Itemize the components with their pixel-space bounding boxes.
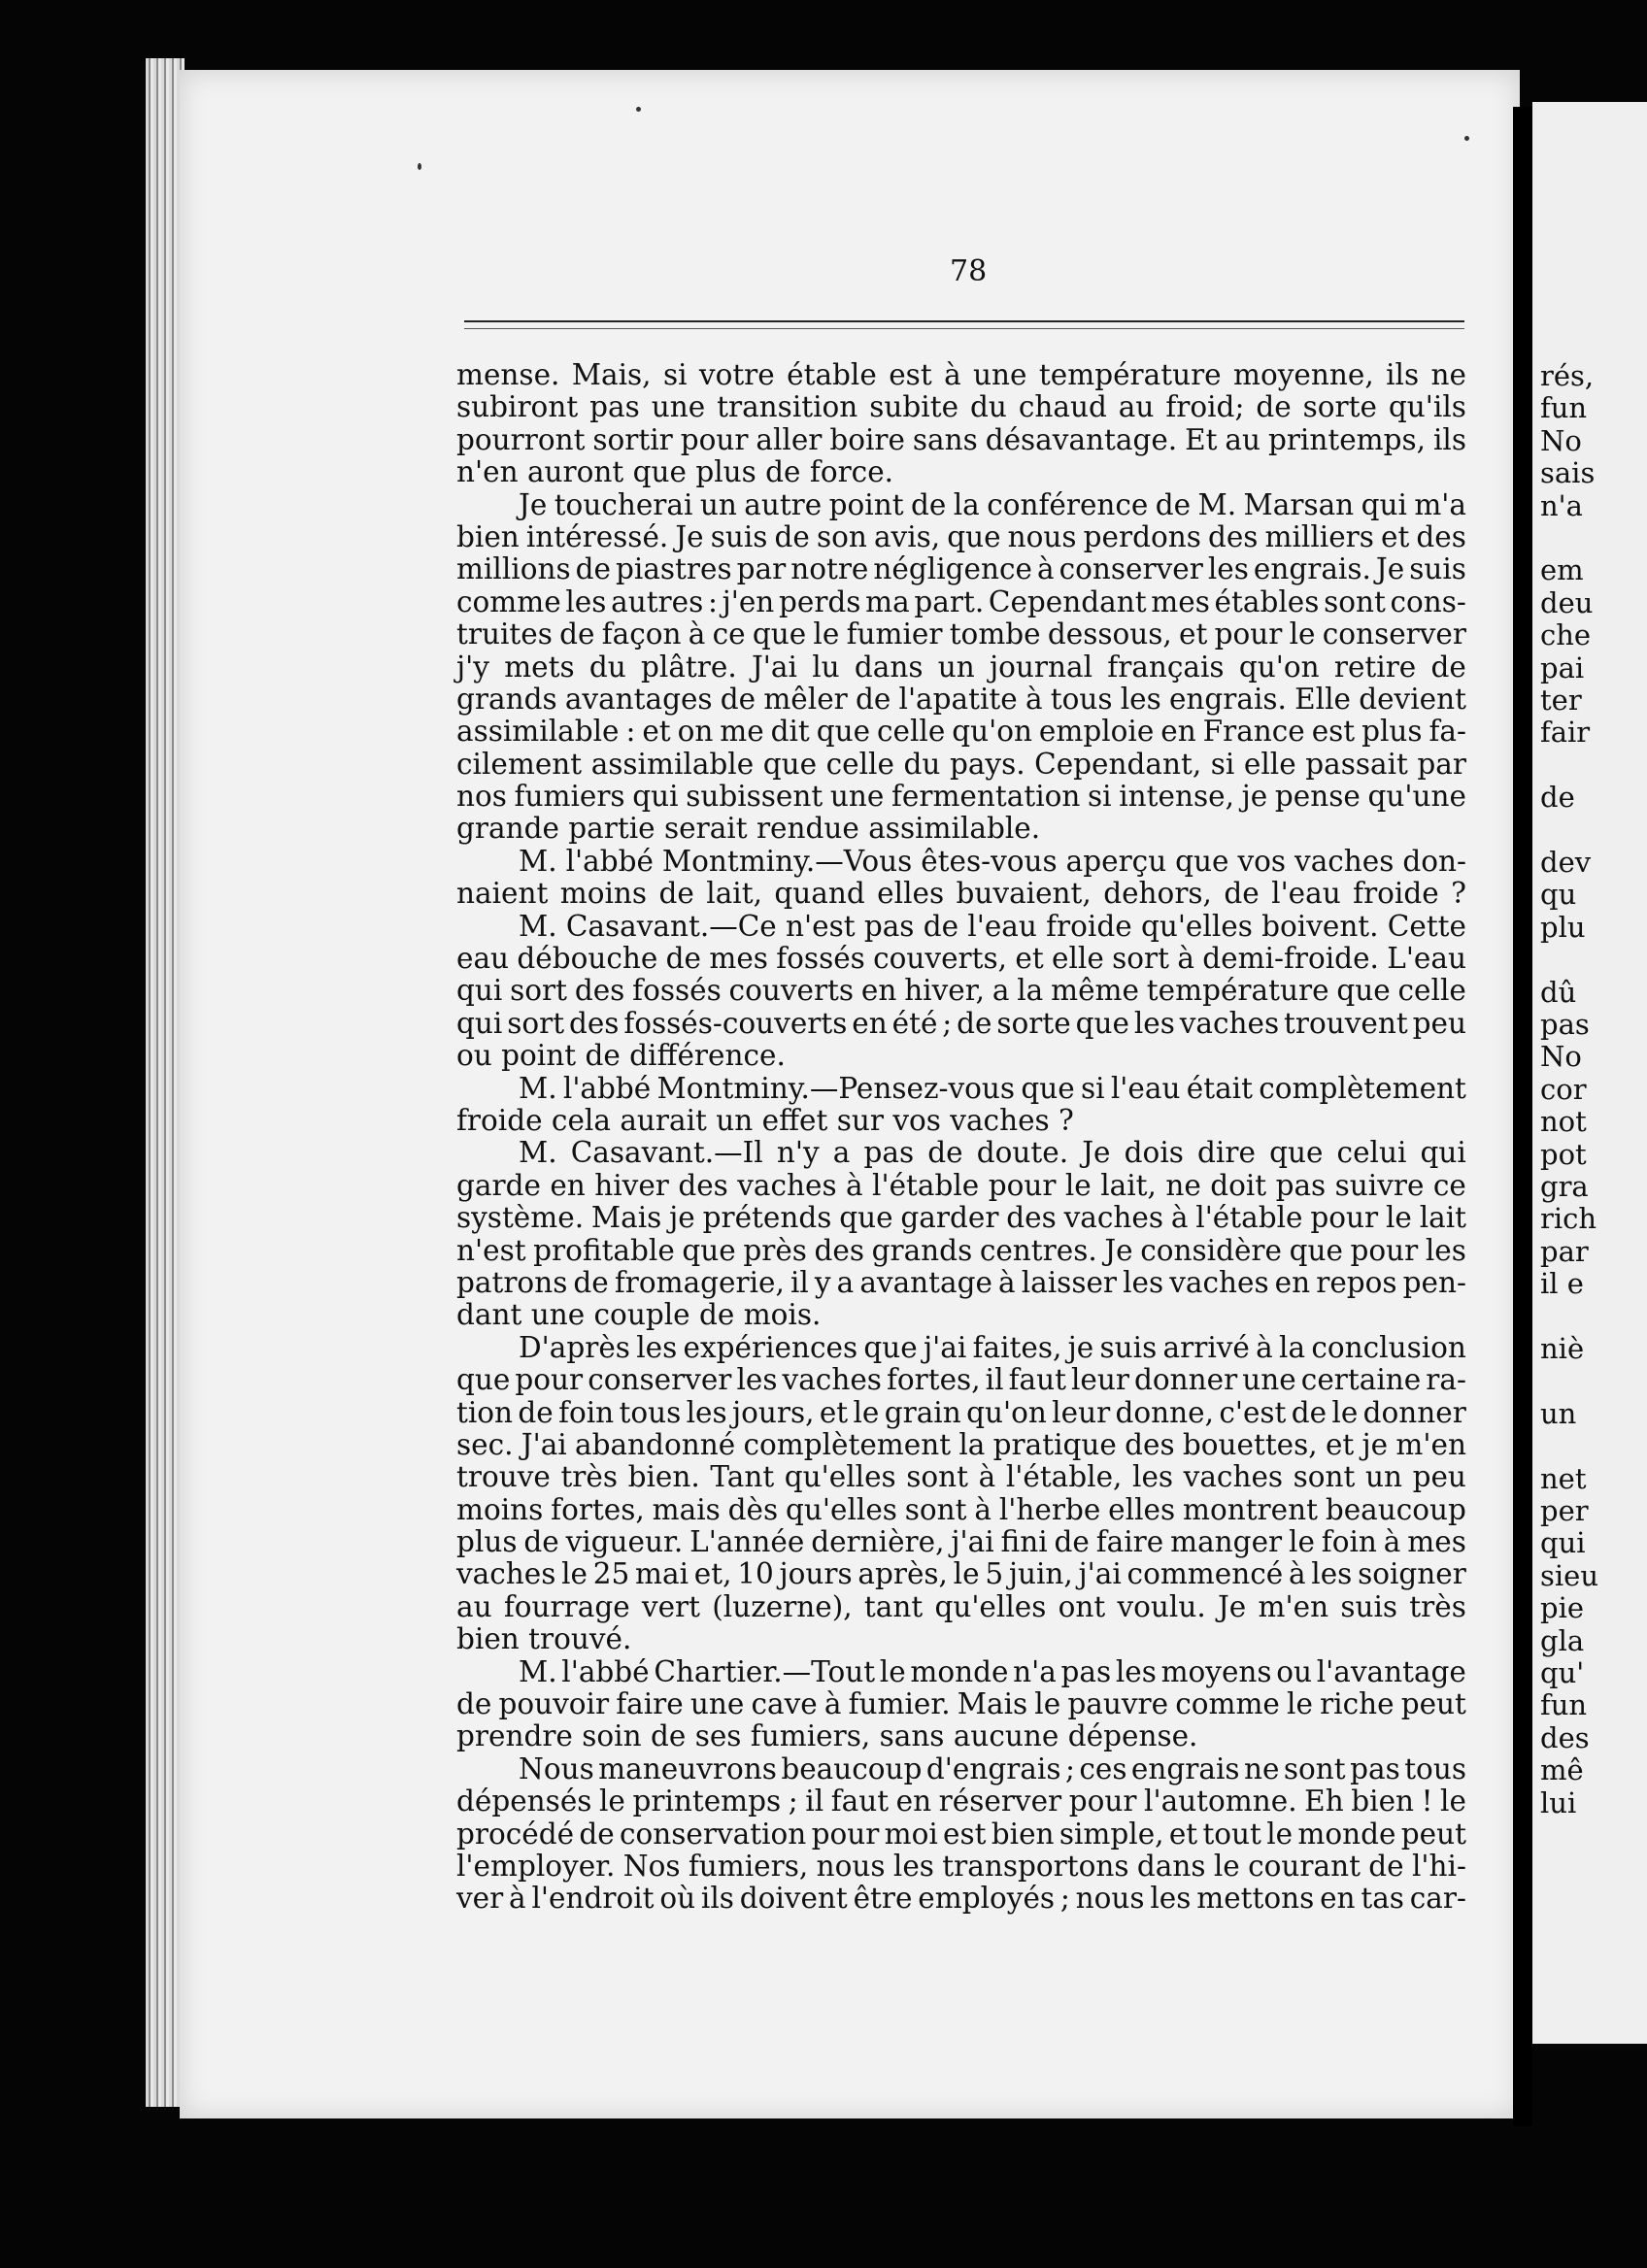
- text-line: M. l'abbé Chartier.—Tout le monde n'a pas les moyens ou l'avantage: [519, 1654, 1466, 1688]
- text-line: cilement assimilable que celle du pays. Cependant, si elle passait par: [456, 747, 1466, 781]
- facing-page-fragment: rich: [1540, 1202, 1597, 1236]
- text-line: vaches le 25 mai et, 10 jours après, le 5 juin, j'ai commencé à les soigner: [456, 1557, 1466, 1591]
- facing-page-fragment: cor: [1540, 1072, 1587, 1106]
- text-line: millions de piastres par notre négligence à conserver les engrais. Je suis: [456, 552, 1466, 586]
- facing-page-fragment: che: [1540, 618, 1592, 652]
- facing-page-fragment: fair: [1540, 716, 1591, 750]
- book-page-edges: [146, 58, 185, 2107]
- speck: [1464, 136, 1469, 141]
- facing-page-fragment: de: [1540, 781, 1575, 815]
- text-line: plus de vigueur. L'année dernière, j'ai fini de faire manger le foin à mes: [456, 1525, 1466, 1559]
- facing-page-fragment: mê: [1540, 1753, 1584, 1787]
- text-line: assimilable : et on me dit que celle qu'on emploie en France est plus fa-: [456, 715, 1466, 749]
- text-line: M. Casavant.—Ce n'est pas de l'eau froide qu'elles boivent. Cette: [519, 909, 1466, 943]
- text-line: tion de foin tous les jours, et le grain qu'on leur donne, c'est de le donner: [456, 1395, 1466, 1429]
- facing-page: [1532, 102, 1647, 2044]
- facing-page-fragment: deu: [1540, 585, 1594, 619]
- text-line: comme les autres : j'en perds ma part. Cependant mes étables sont cons-: [456, 584, 1466, 618]
- facing-page-fragment: ter: [1540, 684, 1582, 717]
- text-line: j'y mets du plâtre. J'ai lu dans un journal français qu'on retire de: [456, 650, 1466, 684]
- facing-page-fragment: No: [1540, 423, 1582, 457]
- facing-page-fragment: gra: [1540, 1170, 1589, 1203]
- text-line: de pouvoir faire une cave à fumier. Mais le pauvre comme le riche peut: [456, 1687, 1466, 1721]
- facing-page-fragment: qu: [1540, 878, 1577, 912]
- text-line: grands avantages de mêler de l'apatite à tous les engrais. Elle devient: [456, 682, 1466, 716]
- text-line: grande partie serait rendue assimilable.: [456, 812, 1041, 846]
- facing-page-fragment: niè: [1540, 1332, 1585, 1365]
- facing-page-fragment: em: [1540, 553, 1584, 587]
- facing-page-fragment: lui: [1540, 1785, 1577, 1819]
- text-line: Je toucherai un autre point de la conférence de M. Marsan qui m'a: [519, 487, 1466, 521]
- facing-page-fragment: not: [1540, 1105, 1587, 1139]
- text-line: truites de façon à ce que le fumier tombe dessous, et pour le conserver: [456, 617, 1466, 651]
- text-line: trouve très bien. Tant qu'elles sont à l'étable, les vaches sont un peu: [456, 1460, 1466, 1494]
- text-line: n'est profitable que près des grands centres. Je considère que pour les: [456, 1233, 1466, 1267]
- facing-page-fragment: net: [1540, 1461, 1587, 1495]
- facing-page-fragment: pot: [1540, 1137, 1587, 1171]
- text-line: ou point de différence.: [456, 1039, 786, 1073]
- text-line: qui sort des fossés couverts en hiver, a la même température que celle: [456, 974, 1466, 1008]
- text-line: moins fortes, mais dès qu'elles sont à l'herbe elles montrent beaucoup: [456, 1492, 1466, 1526]
- text-line: que pour conserver les vaches fortes, il faut leur donner une certaine ra-: [456, 1363, 1466, 1397]
- text-line: mense. Mais, si votre étable est à une température moyenne, ils ne: [456, 358, 1466, 391]
- facing-page-fragment: pai: [1540, 650, 1585, 684]
- facing-page-fragment: sais: [1540, 456, 1596, 490]
- text-line: Nous maneuvrons beaucoup d'engrais ; ces engrais ne sont pas tous: [519, 1751, 1466, 1785]
- header-rule: [464, 320, 1464, 329]
- text-line: naient moins de lait, quand elles buvaient, dehors, de l'eau froide ?: [456, 877, 1466, 911]
- text-line: ver à l'endroit où ils doivent être employés ; nous les mettons en tas car-: [456, 1882, 1466, 1916]
- facing-page-fragment: rés,: [1540, 359, 1595, 392]
- text-line: pourront sortir pour aller boire sans désavantage. Et au printemps, ils: [456, 422, 1466, 456]
- facing-page-fragment: dû: [1540, 975, 1577, 1009]
- facing-page-fragment: qui: [1540, 1526, 1586, 1560]
- text-line: M. l'abbé Montminy.—Vous êtes-vous aperçu que vos vaches don-: [519, 844, 1466, 878]
- text-line: bien trouvé.: [456, 1622, 632, 1656]
- text-line: subiront pas une transition subite du chaud au froid; de sorte qu'ils: [456, 390, 1466, 424]
- facing-page-fragment: il e: [1540, 1267, 1584, 1301]
- text-line: patrons de fromagerie, il y a avantage à laisser les vaches en repos pen-: [456, 1265, 1466, 1299]
- page-number: 78: [950, 254, 988, 288]
- text-line: bien intéressé. Je suis de son avis, que nous perdons des milliers et des: [456, 519, 1466, 553]
- speck: [636, 107, 641, 112]
- facing-page-fragment: gla: [1540, 1623, 1585, 1657]
- facing-page-fragment: plu: [1540, 910, 1586, 944]
- page-body-text: [456, 359, 1466, 1916]
- text-line: eau débouche de mes fossés couverts, et elle sort à demi-froide. L'eau: [456, 942, 1466, 976]
- facing-page-fragment: per: [1540, 1494, 1589, 1527]
- text-line: l'employer. Nos fumiers, nous les transportons dans le courant de l'hi-: [456, 1849, 1466, 1883]
- facing-page-fragment: No: [1540, 1040, 1582, 1074]
- text-line: prendre soin de ses fumiers, sans aucune dépense.: [456, 1719, 1198, 1753]
- facing-page-fragment: qu': [1540, 1656, 1585, 1689]
- text-line: M. Casavant.—Il n'y a pas de doute. Je dois dire que celui qui: [519, 1136, 1466, 1170]
- text-line: au fourrage vert (luzerne), tant qu'elles ont voulu. Je m'en suis très: [456, 1589, 1466, 1623]
- facing-page-fragment: pie: [1540, 1591, 1585, 1625]
- text-line: système. Mais je prétends que garder des vaches à l'étable pour le lait: [456, 1201, 1466, 1235]
- facing-page-fragment: un: [1540, 1396, 1577, 1430]
- text-line: M. l'abbé Montminy.—Pensez-vous que si l'eau était complètement: [519, 1071, 1466, 1105]
- text-line: sec. J'ai abandonné complètement la pratique des bouettes, et je m'en: [456, 1427, 1466, 1461]
- facing-page-fragment: sieu: [1540, 1558, 1598, 1592]
- text-line: froide cela aurait un effet sur vos vaches ?: [456, 1103, 1074, 1137]
- facing-page-fragment: pas: [1540, 1008, 1590, 1041]
- text-line: nos fumiers qui subissent une fermentation si intense, je pense qu'une: [456, 780, 1466, 814]
- facing-page-fragment: fun: [1540, 1688, 1588, 1722]
- facing-page-fragment: dev: [1540, 846, 1592, 879]
- text-line: D'après les expériences que j'ai faites, je suis arrivé à la conclusion: [519, 1330, 1466, 1364]
- text-line: dépensés le printemps ; il faut en réserver pour l'automne. Eh bien ! le: [456, 1784, 1466, 1818]
- text-line: dant une couple de mois.: [456, 1298, 822, 1332]
- facing-page-fragment: des: [1540, 1720, 1590, 1754]
- facing-page-fragment: par: [1540, 1234, 1589, 1268]
- text-line: garde en hiver des vaches à l'étable pour le lait, ne doit pas suivre ce: [456, 1168, 1466, 1202]
- facing-page-fragment: n'a: [1540, 488, 1583, 522]
- text-line: qui sort des fossés-couverts en été ; de sorte que les vaches trouvent peu: [456, 1006, 1466, 1040]
- book-gutter: [1513, 107, 1532, 2126]
- speck: [418, 163, 421, 170]
- facing-page-fragment: fun: [1540, 391, 1588, 425]
- text-line: procédé de conservation pour moi est bien simple, et tout le monde peut: [456, 1817, 1466, 1851]
- text-line: n'en auront que plus de force.: [456, 455, 894, 489]
